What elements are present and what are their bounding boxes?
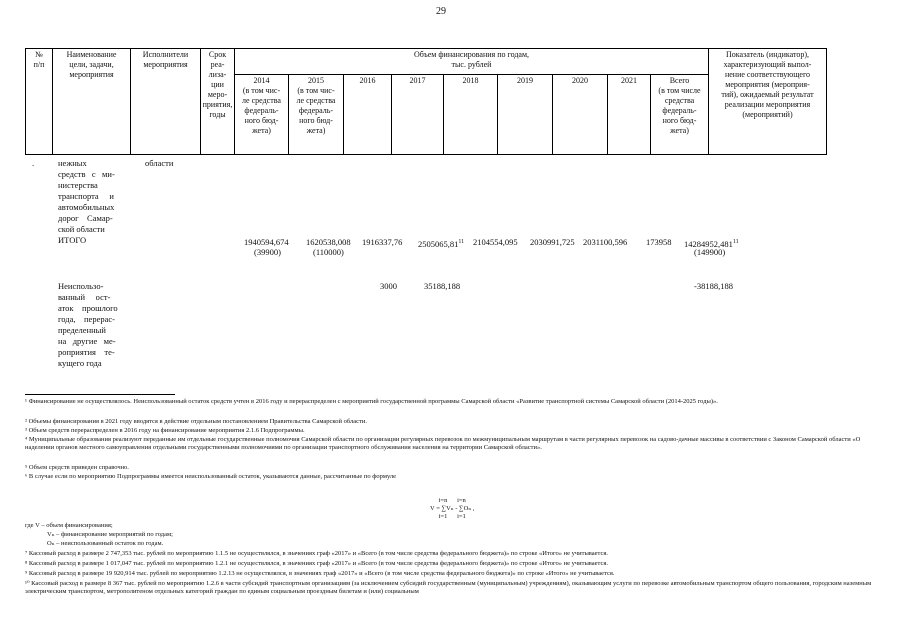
cont-row-name: нежных средств с ми- нистерства транспорта и автомобильных дорог Самар- ской области (58, 158, 115, 234)
cont-row-exec: области (145, 158, 174, 168)
total-2015: 1620538,008 (306, 237, 351, 247)
total-2016: 1916337,76 (362, 237, 403, 247)
col-indicator-header: Показатель (индикатор), характеризующий выпол- нение соответствующего мероприятия (мероприя- тий), ожидаемый результат реализации мероприятия (мероприятий) (709, 49, 827, 155)
total-2021: 173958 (646, 237, 672, 247)
footnote-10: ¹⁰ Кассовый расход в размере 8 367 тыс. рублей по мероприятию 1.2.6 в части субсидий транспортным организациям (за исключением субсидий государственным (муниципальным) учреждениям), оказывающим услуги по перевозке автомобильным транспортом общего пользования, городским наземным электрическим транспортом, метрополитеном отдельных категорий граждан по единым социальным проездным билетам и (или) социальным (25, 580, 872, 595)
unused-all: -38188,188 (694, 281, 733, 291)
where-line-3: Oₙ – неиспользованный остаток по годам. (47, 540, 164, 547)
total-2018: 2104554,095 (473, 237, 518, 247)
footnote-8: ⁸ Кассовый расход в размере 1 017,047 тыс. рублей по мероприятию 1.2.1 не осуществлялся, в значениях граф «2017» и «Всего (в том числе средства федерального бюджета)» по строке «Итого» не учитывается. (25, 560, 608, 567)
footnote-5: ⁵ Объем средств приведен справочно. (25, 464, 129, 471)
footnote-separator (25, 394, 175, 395)
year-2019-header: 2019 (498, 75, 553, 155)
funding-group-header: Объем финансирования по годам, тыс. рублей (235, 49, 709, 75)
header-table (25, 48, 827, 155)
year-2017-header: 2017 (392, 75, 444, 155)
total-all: 14284952,481$^{11}$ (684, 238, 739, 249)
footnote-1: ¹ Финансирование не осуществлялось. Неиспользованный остаток средств учтен в 2016 году и перераспределен с мероприятий государственной программы Самарской области «Развитие транспортной системы Самарской области (2014-2025 годы)». (25, 398, 718, 405)
row-marker: . (32, 158, 35, 168)
year-2020-header: 2020 (553, 75, 608, 155)
year-2015-header: 2015 (в том чис- ле средства федераль- ного бюд- жета) (289, 75, 344, 155)
total-all-fed: (149900) (694, 247, 726, 257)
col-exec-header: Исполнители мероприятия (131, 49, 201, 155)
footnote-4: ⁴ Муниципальные образования реализуют переданные им отдельные государственные полномочия Самарской области по организации регулярных перевозок по межмуниципальным маршрутам в части регулярных перевозок на садово-дачные массивы в соответствии с Законом Самарской области «О наделении органов местного самоуправления отдельными государственными полномочиями по организации транспортного обслуживания населения на территории Самарской области». (25, 436, 861, 451)
where-line-1: где V – объем финансирования; (25, 522, 113, 529)
unused-2016: 3000 (380, 281, 397, 291)
year-total-header: Всего (в том числе средства федераль- ного бюд- жета) (651, 75, 709, 155)
col-name-header: Наименование цели, задачи, мероприятия (53, 49, 131, 155)
total-label: ИТОГО (58, 235, 87, 245)
col-term-header: Срок реа- лиза- ции меро- приятия, годы (201, 49, 235, 155)
year-2016-header: 2016 (344, 75, 392, 155)
total-2014: 1940594,674 (244, 237, 289, 247)
total-2015-fed: (110000) (313, 247, 344, 257)
page-number: 29 (436, 6, 446, 17)
where-line-2: Vₙ – финансирование мероприятий по годам; (47, 531, 173, 538)
year-2014-header: 2014 (в том чис- ле средства федераль- ного бюд- жета) (235, 75, 289, 155)
total-2020: 2031100,596 (583, 237, 628, 247)
formula: i=n i=n V = ∑Vₙ - ∑Oₙ , i=1 i=1 (430, 497, 475, 520)
footnote-6: ⁶ В случае если по мероприятию Подпрограммы имеется неиспользованный остаток, указываются данные, рассчитанные по формуле (25, 473, 397, 480)
col-no-header: № п/п (26, 49, 53, 155)
unused-label: Неиспользо- ванный ост- аток прошлого года, перерас- пределенный на другие ме- роприятия те- кущего года (58, 281, 118, 368)
year-2021-header: 2021 (608, 75, 651, 155)
footnote-3: ³ Объем средств перераспределен в 2016 году на финансирование мероприятия 2.1.6 Подпрограммы. (25, 427, 305, 434)
total-2017: 2505065,81$^{11}$ (418, 238, 465, 249)
total-2014-fed: (39900) (254, 247, 281, 257)
footnote-7: ⁷ Кассовый расход в размере 2 747,353 тыс. рублей по мероприятию 1.1.5 не осуществлялся, в значениях граф «2017» и «Всего (в том числе средства федерального бюджета)» по строке «Итого» не учитывается. (25, 550, 608, 557)
year-2018-header: 2018 (444, 75, 498, 155)
footnote-9: ⁹ Кассовый расход в размере 19 920,914 тыс. рублей по мероприятию 1.2.13 не осуществлялся, в значениях граф «2017» и «Всего (в том числе средства федерального бюджета)» по строке «Итого» не учитывается. (25, 570, 615, 577)
unused-2017: 35188,188 (424, 281, 461, 291)
total-2019: 2030991,725 (530, 237, 575, 247)
footnote-2: ² Объемы финансирования в 2021 году вводятся в действие отдельным постановлением Правительства Самарской области. (25, 418, 367, 425)
